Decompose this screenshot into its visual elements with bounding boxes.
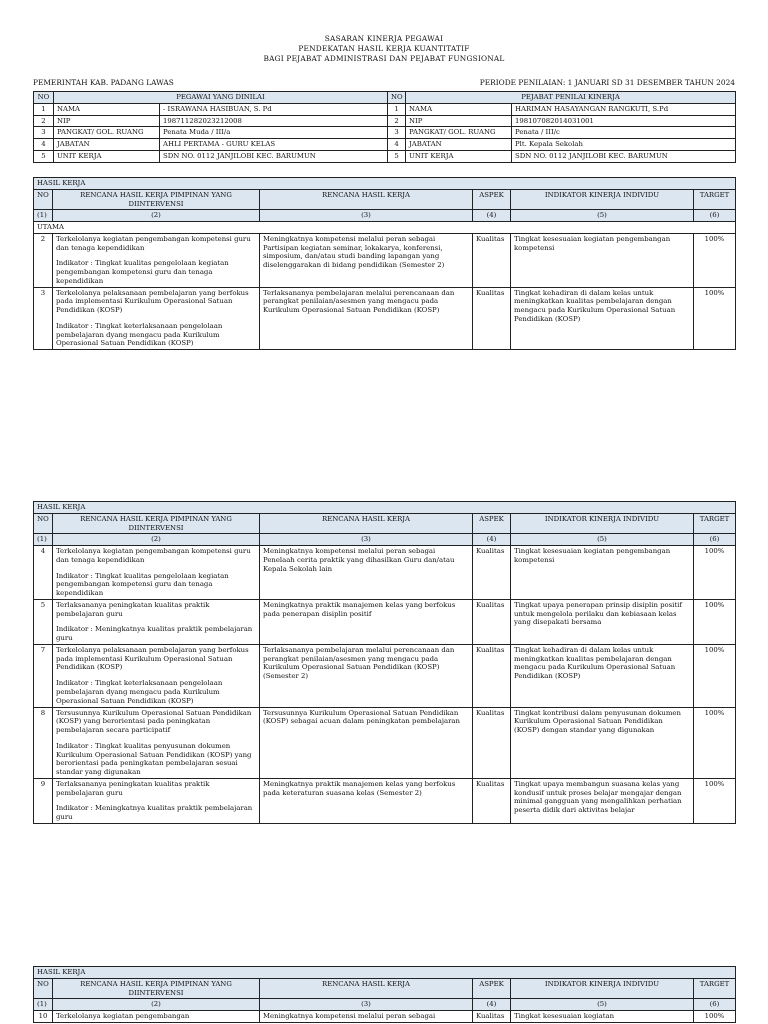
col-num: (6)	[694, 210, 736, 222]
id-label: NAMA	[54, 103, 160, 115]
row-target: 100%	[694, 778, 736, 823]
col-num: (1)	[34, 534, 53, 546]
row-indikator: Tingkat kesesuaian kegiatan	[511, 1011, 694, 1023]
table-row	[34, 546, 736, 600]
col-num: (3)	[260, 210, 473, 222]
pimpinan-indikator: Indikator : Meningkatnya kualitas praktik pembelajaran guru	[56, 804, 253, 822]
id-label: NIP	[406, 115, 512, 127]
col-rencana-pimpinan: RENCANA HASIL KERJA PIMPINAN YANG DIINTERVENSI	[53, 189, 260, 210]
id-no-header-2: NO	[388, 92, 406, 104]
col-num: (2)	[53, 534, 260, 546]
col-num: (2)	[53, 999, 260, 1011]
pegawai-nama: - ISRAWANA HASIBUAN, S. Pd	[160, 103, 388, 115]
col-target: TARGET	[694, 978, 736, 999]
row-no: 10	[34, 1011, 53, 1023]
section-row	[34, 178, 736, 190]
col-num: (5)	[511, 210, 694, 222]
col-num: (1)	[34, 210, 53, 222]
doc-title-2: PENDEKATAN HASIL KERJA KUANTITATIF	[298, 44, 470, 53]
pimpinan-indikator: Indikator : Tingkat kualitas penyusunan dokumen Kurikulum Operasional Satuan Pendidikan (KOSP) yang berorientasi pada peningkatan pembelajaran sesuai standar yang digunakan	[56, 741, 252, 777]
pimpinan-text: Tersusunnya Kurikulum Operasional Satuan Pendidikan (KOSP) yang berorientasi pada peningkatan pembelajaran secara participatif	[56, 708, 252, 735]
id-no: 2	[34, 115, 54, 127]
row-aspek: Kualitas	[473, 707, 511, 778]
penilai-unit: SDN NO. 0112 JANJILOBI KEC. BARUMUN	[512, 150, 736, 162]
id-label: NAMA	[406, 103, 512, 115]
id-label: NIP	[54, 115, 160, 127]
penilai-pangkat: Penata / III/c	[512, 127, 736, 139]
col-target: TARGET	[694, 189, 736, 210]
row-no: 8	[34, 707, 53, 778]
row-aspek: Kualitas	[473, 778, 511, 823]
hasil-kerja-table-2	[33, 501, 736, 824]
row-no: 9	[34, 778, 53, 823]
row-pimpinan: Terkelolanya kegiatan pengembangan	[53, 1011, 260, 1023]
row-pimpinan	[53, 287, 260, 350]
identity-row	[34, 127, 736, 139]
id-label: JABATAN	[406, 139, 512, 151]
row-indikator: Tingkat upaya penerapan prinsip disiplin positif untuk mengelola perilaku dan kebiasaan kelas yang disepakati bersama	[511, 599, 694, 644]
col-num: (4)	[473, 999, 511, 1011]
section-row	[34, 967, 736, 979]
pimpinan-indikator: Indikator : Tingkat keterlaksanaan pengelolaan pembelajaran dyang mengacu pada Kurikulum Operasional Satuan Pendidikan (KOSP)	[56, 679, 223, 705]
section-label: HASIL KERJA	[34, 502, 736, 514]
pemerintah-label: PEMERINTAH KAB. PADANG LAWAS	[33, 78, 174, 87]
row-target: 100%	[694, 599, 736, 644]
row-target: 100%	[694, 644, 736, 707]
row-no: 2	[34, 233, 53, 287]
col-num: (4)	[473, 534, 511, 546]
table-row	[34, 599, 736, 644]
col-num: (6)	[694, 999, 736, 1011]
row-aspek: Kualitas	[473, 644, 511, 707]
id-no: 3	[388, 127, 406, 139]
doc-title-1: SASARAN KINERJA PEGAWAI	[324, 34, 444, 43]
identity-row	[34, 103, 736, 115]
col-num: (4)	[473, 210, 511, 222]
row-indikator: Tingkat upaya membangun suasana kelas yang kondusif untuk proses belajar mengajar dengan minimal gangguan yang mengalihkan perhatian peserta didik dari aktivitas belajar	[511, 778, 694, 823]
row-rencana: Terlaksananya pembelajaran melalui perencanaan dan perangkat penilaian/asesmen yang mengacu pada Kurikulum Operasional Satuan Pendidikan (KOSP) (Semester 2)	[260, 644, 473, 707]
hasil-kerja-table-1	[33, 177, 736, 350]
table-row	[34, 644, 736, 707]
id-label: PANGKAT/ GOL. RUANG	[54, 127, 160, 139]
penilai-jabatan: Plt. Kepala Sekolah	[512, 139, 736, 151]
hasil-kerja-table-3	[33, 966, 736, 1023]
id-no: 1	[388, 103, 406, 115]
row-no: 3	[34, 287, 53, 350]
col-indikator: INDIKATOR KINERJA INDIVIDU	[511, 513, 694, 534]
pimpinan-text: Terkelolanya kegiatan pengembangan kompetensi guru dan tenaga kependidikan	[56, 547, 251, 564]
id-no: 4	[388, 139, 406, 151]
row-target: 100%	[694, 1011, 736, 1023]
table-row	[34, 287, 736, 350]
column-number-row	[34, 210, 736, 222]
id-no: 5	[388, 150, 406, 162]
id-no: 2	[388, 115, 406, 127]
row-rencana: Meningkatnya kompetensi melalui peran sebagai Penelaah cerita praktik yang dihasilkan Guru dan/atau Kepala Sekolah lain	[260, 546, 473, 600]
pimpinan-indikator: Indikator : Tingkat kualitas pengelolaan kegiatan pengembangan kompetensi guru dan tenaga kependidikan	[56, 259, 229, 285]
col-num: (6)	[694, 534, 736, 546]
doc-title-3: BAGI PEJABAT ADMINISTRASI DAN PEJABAT FUNGSIONAL	[263, 54, 505, 63]
col-rencana: RENCANA HASIL KERJA	[260, 513, 473, 534]
table-row	[34, 233, 736, 287]
id-no: 1	[34, 103, 54, 115]
table-row	[34, 707, 736, 778]
pimpinan-text: Terkelolanya pelaksanaan pembelajaran yang berfokus pada implementasi Kurikulum Operasional Satuan Pendidikan (KOSP)	[56, 645, 249, 672]
col-num: (5)	[511, 999, 694, 1011]
pegawai-pangkat: Penata Muda / III/a	[160, 127, 388, 139]
id-no: 5	[34, 150, 54, 162]
col-rencana-pimpinan: RENCANA HASIL KERJA PIMPINAN YANG DIINTERVENSI	[53, 513, 260, 534]
row-pimpinan	[53, 644, 260, 707]
col-num: (2)	[53, 210, 260, 222]
col-no: NO	[34, 189, 53, 210]
pegawai-jabatan: AHLI PERTAMA - GURU KELAS	[160, 139, 388, 151]
id-no-header: NO	[34, 92, 54, 104]
row-pimpinan	[53, 546, 260, 600]
section-label: HASIL KERJA	[34, 178, 736, 190]
row-rencana: Terlaksananya pembelajaran melalui perencanaan dan perangkat penilaian/asesmen yang mengacu pada Kurikulum Operasional Satuan Pendidikan (KOSP)	[260, 287, 473, 350]
id-label: JABATAN	[54, 139, 160, 151]
row-indikator: Tingkat kesesuaian kegiatan pengembangan kompetensi	[511, 546, 694, 600]
row-aspek: Kualitas	[473, 546, 511, 600]
row-indikator: Tingkat kehadiran di dalam kelas untuk meningkatkan kualitas pembelajaran dengan mengacu pada Kurikulum Operasional Satuan Pendidikan (KOSP)	[511, 287, 694, 350]
col-num: (3)	[260, 534, 473, 546]
pimpinan-indikator: Indikator : Meningkatnya kualitas praktik pembelajaran guru	[56, 625, 253, 643]
utama-label: UTAMA	[34, 222, 736, 234]
identity-table	[33, 91, 736, 163]
pegawai-header: PEGAWAI YANG DINILAI	[54, 92, 388, 104]
row-rencana: Meningkatnya praktik manajemen kelas yang berfokus pada keteraturan suasana kelas (Semester 2)	[260, 778, 473, 823]
row-rencana: Meningkatnya praktik manajemen kelas yang berfokus pada penerapan disiplin positif	[260, 599, 473, 644]
col-num: (5)	[511, 534, 694, 546]
row-no: 4	[34, 546, 53, 600]
identity-row	[34, 150, 736, 162]
pegawai-nip: 198711282023212008	[160, 115, 388, 127]
id-label: PANGKAT/ GOL. RUANG	[406, 127, 512, 139]
row-rencana: Meningkatnya kompetensi melalui peran sebagai Partisipan kegiatan seminar, lokakarya, konferensi, simposium, dan/atau studi banding lapangan yang diselenggarakan di bidang pendidikan (Semester 2)	[260, 233, 473, 287]
penilai-nip: 198107082014031001	[512, 115, 736, 127]
col-aspek: ASPEK	[473, 513, 511, 534]
col-target: TARGET	[694, 513, 736, 534]
row-target: 100%	[694, 233, 736, 287]
pimpinan-text: Terkelolanya pelaksanaan pembelajaran yang berfokus pada implementasi Kurikulum Operasional Satuan Pendidikan (KOSP)	[56, 288, 249, 315]
pegawai-unit: SDN NO. 0112 JANJILOBI KEC. BARUMUN	[160, 150, 388, 162]
row-aspek: Kualitas	[473, 599, 511, 644]
row-rencana: Meningkatnya kompetensi melalui peran sebagai	[260, 1011, 473, 1023]
row-indikator: Tingkat kehadiran di dalam kelas untuk meningkatkan kualitas pembelajaran dengan mengacu pada Kurikulum Operasional Satuan Pendidikan (KOSP)	[511, 644, 694, 707]
col-aspek: ASPEK	[473, 978, 511, 999]
col-rencana: RENCANA HASIL KERJA	[260, 189, 473, 210]
identity-row	[34, 115, 736, 127]
col-rencana-pimpinan: RENCANA HASIL KERJA PIMPINAN YANG DIINTERVENSI	[53, 978, 260, 999]
id-no: 4	[34, 139, 54, 151]
row-indikator: Tingkat kontribusi dalam penyusunan dokumen Kurikulum Operasional Satuan Pendidikan (KOSP) dengan standar yang digunakan	[511, 707, 694, 778]
table-row	[34, 778, 736, 823]
column-number-row	[34, 534, 736, 546]
pimpinan-indikator: Indikator : Tingkat keterlaksanaan pengelolaan pembelajaran dyang mengacu pada Kurikulum Operasional Satuan Pendidikan (KOSP)	[56, 321, 223, 348]
row-pimpinan	[53, 599, 260, 644]
table-row	[34, 1011, 736, 1023]
pimpinan-text: Terkelolanya kegiatan pengembangan kompetensi guru dan tenaga kependidikan	[56, 234, 251, 252]
id-no: 3	[34, 127, 54, 139]
col-no: NO	[34, 513, 53, 534]
section-label: HASIL KERJA	[34, 967, 736, 979]
utama-row	[34, 222, 736, 234]
column-number-row	[34, 999, 736, 1011]
row-aspek: Kualitas	[473, 233, 511, 287]
row-target: 100%	[694, 287, 736, 350]
col-indikator: INDIKATOR KINERJA INDIVIDU	[511, 978, 694, 999]
row-aspek: Kualitas	[473, 1011, 511, 1023]
penilai-header: PEJABAT PENILAI KINERJA	[406, 92, 736, 104]
id-label: UNIT KERJA	[54, 150, 160, 162]
row-no: 5	[34, 599, 53, 644]
col-indikator: INDIKATOR KINERJA INDIVIDU	[511, 189, 694, 210]
row-indikator: Tingkat kesesuaian kegiatan pengembangan kompetensi	[511, 233, 694, 287]
section-row	[34, 502, 736, 514]
pimpinan-text: Terlaksananya peningkatan kualitas praktik pembelajaran guru	[56, 779, 210, 797]
col-num: (1)	[34, 999, 53, 1011]
row-pimpinan	[53, 233, 260, 287]
col-aspek: ASPEK	[473, 189, 511, 210]
pimpinan-indikator: Indikator : Tingkat kualitas pengelolaan kegiatan pengembangan kompetensi guru dan tenaga kependidikan	[56, 571, 229, 598]
column-header-row	[34, 978, 736, 999]
row-target: 100%	[694, 546, 736, 600]
row-pimpinan	[53, 778, 260, 823]
row-pimpinan	[53, 707, 260, 778]
identity-row	[34, 139, 736, 151]
column-header-row	[34, 513, 736, 534]
id-label: UNIT KERJA	[406, 150, 512, 162]
column-header-row	[34, 189, 736, 210]
col-rencana: RENCANA HASIL KERJA	[260, 978, 473, 999]
row-no: 7	[34, 644, 53, 707]
penilai-nama: HARIMAN HASAYANGAN RANGKUTI, S.Pd	[512, 103, 736, 115]
periode-label: PERIODE PENILAIAN: 1 JANUARI SD 31 DESEMBER TAHUN 2024	[479, 78, 735, 87]
col-num: (3)	[260, 999, 473, 1011]
row-rencana: Tersusunnya Kurikulum Operasional Satuan Pendidikan (KOSP) sebagai acuan dalam peningkatan pembelajaran	[260, 707, 473, 778]
identity-header-row	[34, 92, 736, 104]
row-aspek: Kualitas	[473, 287, 511, 350]
pimpinan-text: Terlaksananya peningkatan kualitas praktik pembelajaran guru	[56, 600, 210, 618]
row-target: 100%	[694, 707, 736, 778]
col-no: NO	[34, 978, 53, 999]
